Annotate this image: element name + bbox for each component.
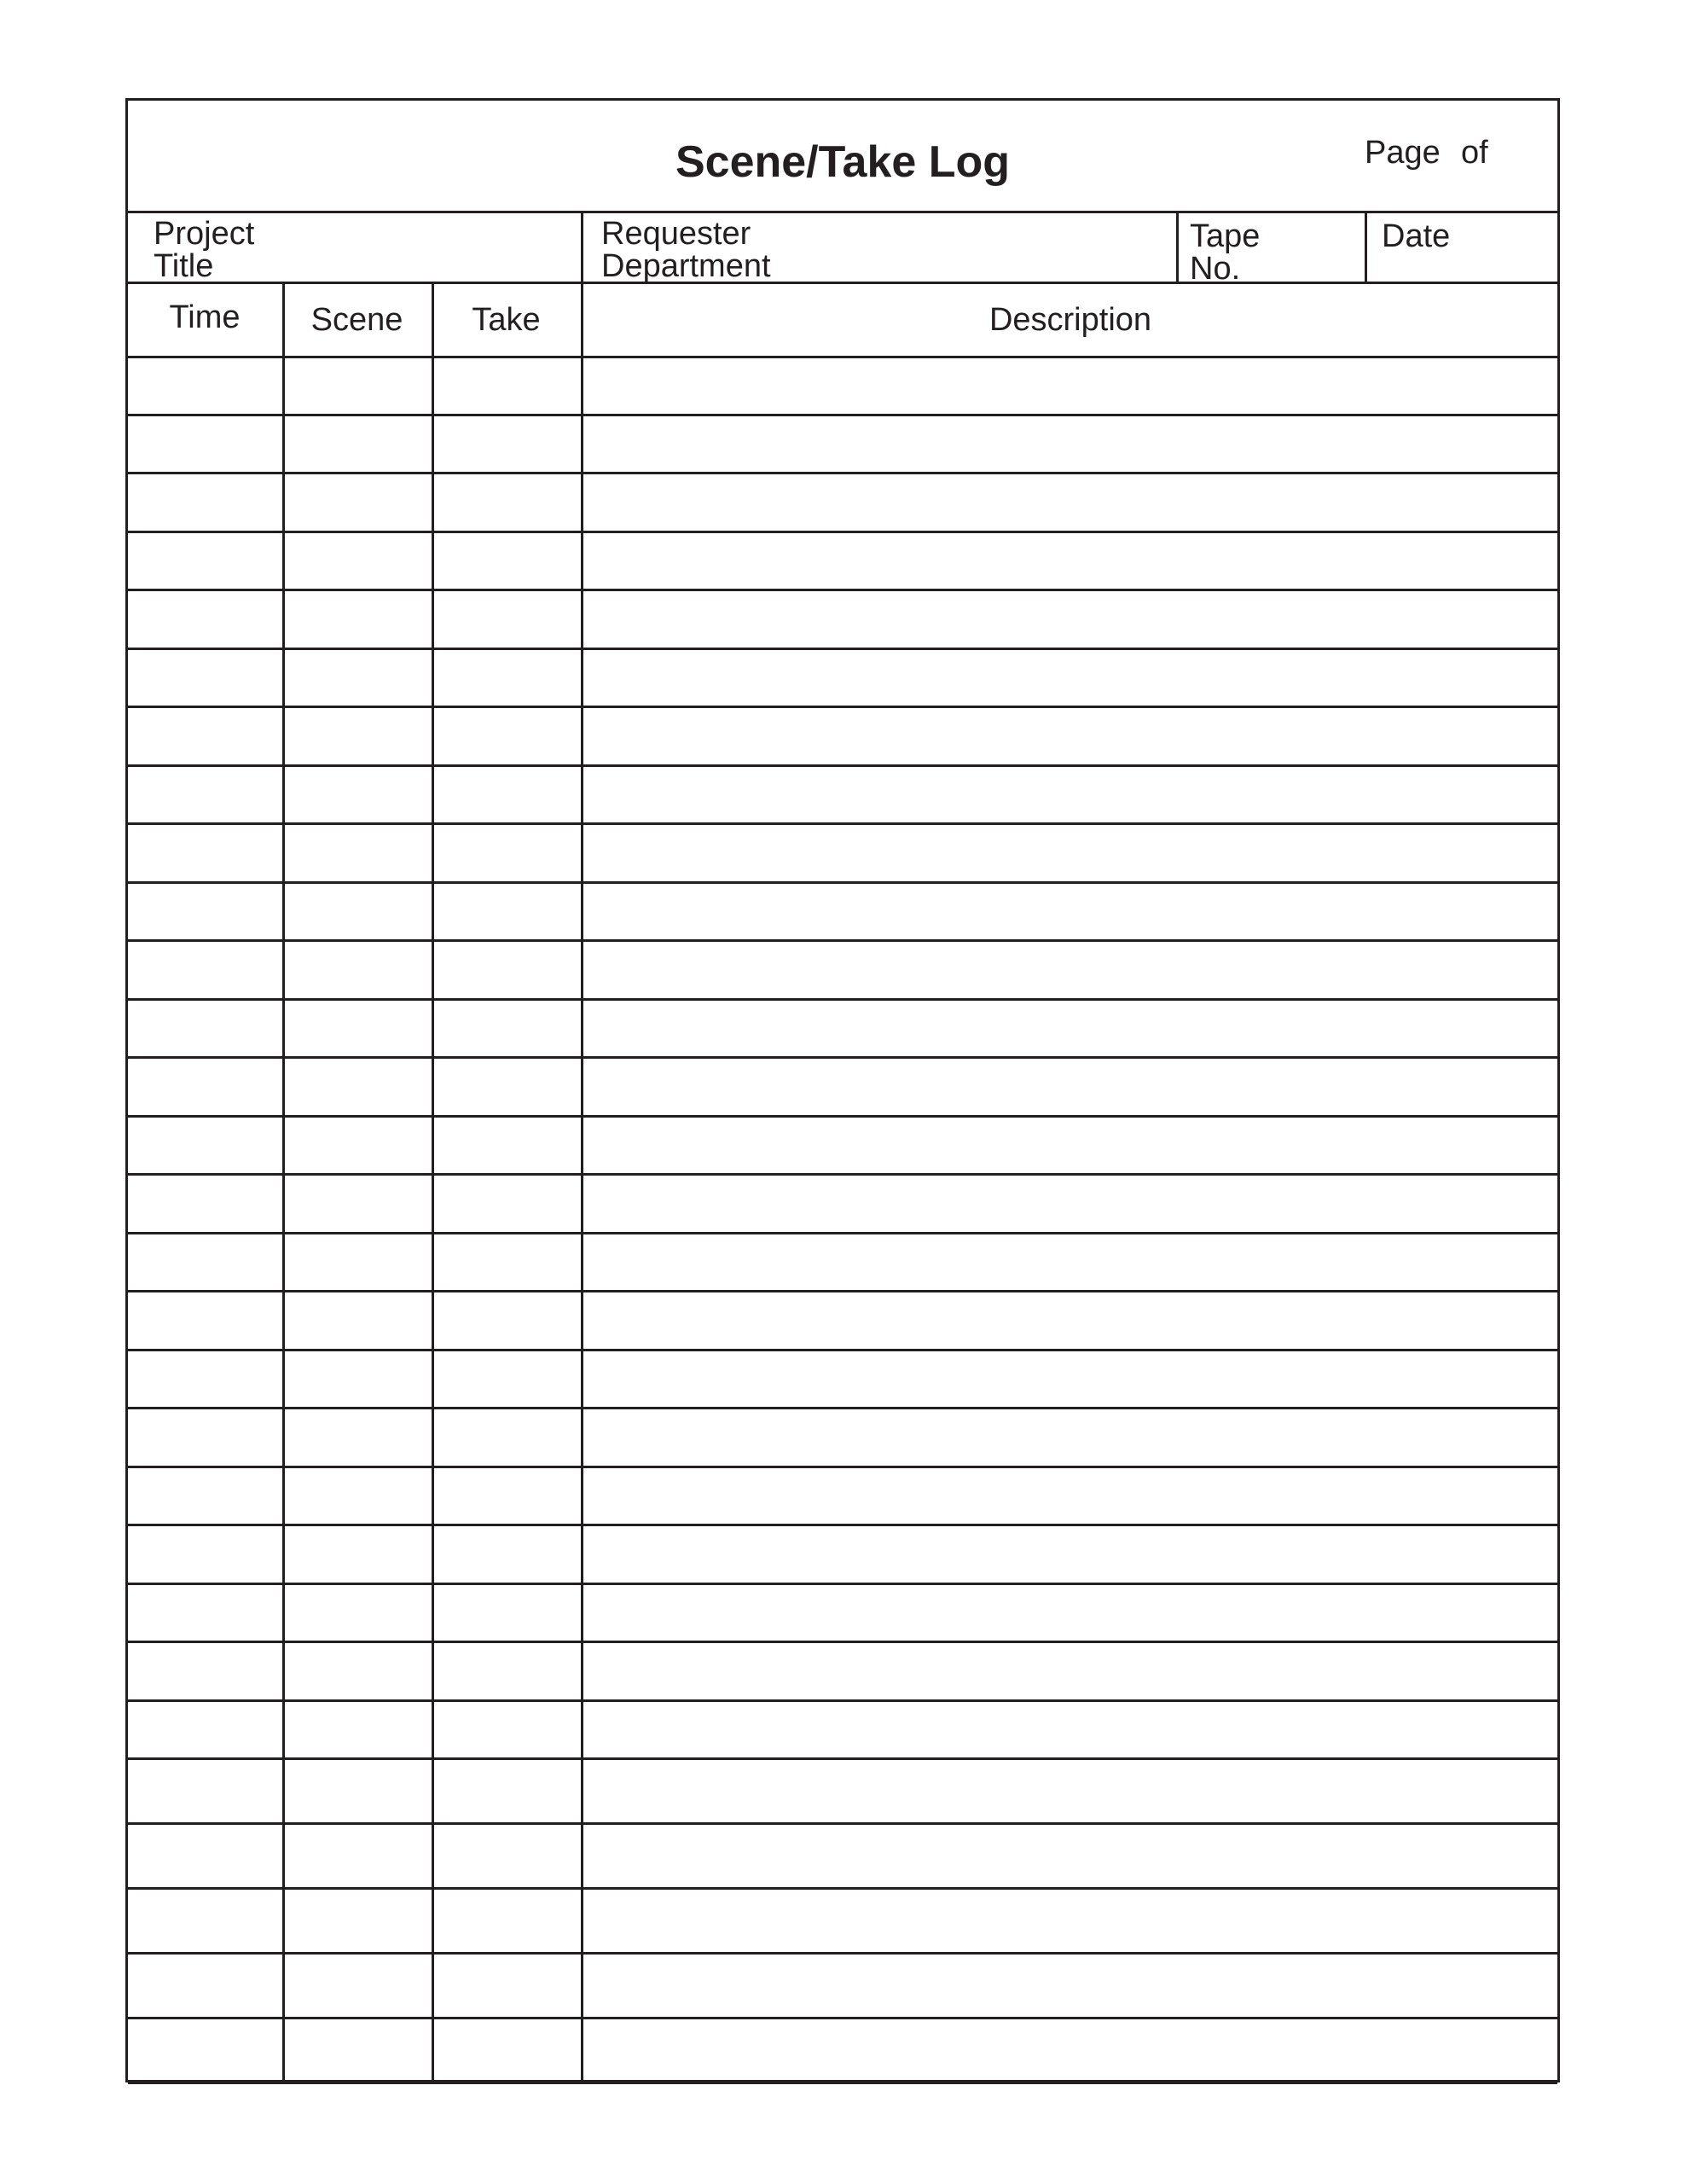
project-title-label-line2: Title	[154, 248, 214, 284]
time-cell[interactable]	[128, 1953, 282, 2018]
scene-cell[interactable]	[282, 1758, 432, 1823]
time-cell[interactable]	[128, 1174, 282, 1233]
table-row	[128, 706, 1557, 765]
info-divider-3	[1365, 211, 1367, 283]
table-row	[128, 1525, 1557, 1583]
table-row	[128, 1467, 1557, 1525]
take-cell[interactable]	[432, 940, 581, 999]
take-cell[interactable]	[432, 1408, 581, 1467]
table-row	[128, 1641, 1557, 1700]
table-row	[128, 1583, 1557, 1642]
description-cell[interactable]	[581, 1233, 1560, 1292]
column-header-scene: Scene	[310, 302, 403, 338]
of-label: of	[1461, 135, 1488, 171]
requester-department-field[interactable]	[601, 218, 771, 282]
description-cell[interactable]	[581, 765, 1560, 824]
description-cell[interactable]	[581, 999, 1560, 1058]
description-cell[interactable]	[581, 940, 1560, 999]
take-cell[interactable]	[432, 1057, 581, 1116]
scene-cell[interactable]	[282, 823, 432, 882]
time-cell[interactable]	[128, 1291, 282, 1350]
take-cell[interactable]	[432, 356, 581, 415]
department-label-line2: Department	[601, 248, 771, 284]
take-cell[interactable]	[432, 1350, 581, 1409]
time-cell[interactable]	[128, 648, 282, 707]
scene-cell[interactable]	[282, 1888, 432, 1953]
table-row	[128, 823, 1557, 882]
description-cell[interactable]	[581, 1116, 1560, 1175]
time-cell[interactable]	[128, 2018, 282, 2082]
take-cell[interactable]	[432, 1233, 581, 1292]
scene-cell[interactable]	[282, 765, 432, 824]
time-cell[interactable]	[128, 1700, 282, 1759]
take-cell[interactable]	[432, 882, 581, 941]
time-cell[interactable]	[128, 2082, 282, 2147]
scene-cell[interactable]	[282, 1525, 432, 1583]
time-cell[interactable]	[128, 1467, 282, 1525]
time-cell[interactable]	[128, 1888, 282, 1953]
description-cell[interactable]	[581, 2018, 1560, 2082]
scene-cell[interactable]	[282, 940, 432, 999]
take-cell[interactable]	[432, 1823, 581, 1888]
scene-cell[interactable]	[282, 1057, 432, 1116]
table-row	[128, 356, 1557, 415]
table-row	[128, 2018, 1557, 2082]
table-row	[128, 1233, 1557, 1292]
time-cell[interactable]	[128, 940, 282, 999]
description-cell[interactable]	[581, 1758, 1560, 1823]
time-cell[interactable]	[128, 1408, 282, 1467]
column-header-time: Time	[169, 299, 241, 335]
time-cell[interactable]	[128, 999, 282, 1058]
table-row	[128, 1953, 1557, 2018]
scene-cell[interactable]	[282, 1408, 432, 1467]
scene-cell[interactable]	[282, 1823, 432, 1888]
take-cell[interactable]	[432, 1291, 581, 1350]
description-cell[interactable]	[581, 1525, 1560, 1583]
scene-cell[interactable]	[282, 2082, 432, 2147]
description-cell[interactable]	[581, 1583, 1560, 1642]
scene-cell[interactable]	[282, 1700, 432, 1759]
project-title-label-line1: Project	[154, 216, 255, 252]
description-cell[interactable]	[581, 415, 1560, 473]
description-cell[interactable]	[581, 1641, 1560, 1700]
scene-cell[interactable]	[282, 1467, 432, 1525]
take-cell[interactable]	[432, 1700, 581, 1759]
description-cell[interactable]	[581, 1700, 1560, 1759]
time-cell[interactable]	[128, 1350, 282, 1409]
table-row	[128, 473, 1557, 531]
take-cell[interactable]	[432, 1583, 581, 1642]
take-cell[interactable]	[432, 1953, 581, 2018]
tape-label-line1: Tape	[1190, 218, 1261, 254]
take-cell[interactable]	[432, 823, 581, 882]
time-cell[interactable]	[128, 1233, 282, 1292]
requester-label-line1: Requester	[601, 216, 751, 252]
table-row	[128, 1291, 1557, 1350]
table-row	[128, 1823, 1557, 1888]
info-divider-2	[1176, 211, 1179, 283]
description-cell[interactable]	[581, 356, 1560, 415]
scene-cell[interactable]	[282, 531, 432, 590]
time-cell[interactable]	[128, 1116, 282, 1175]
scene-cell[interactable]	[282, 1174, 432, 1233]
scene-take-log-form	[125, 98, 1560, 2082]
time-cell[interactable]	[128, 1525, 282, 1583]
description-cell[interactable]	[581, 2082, 1560, 2147]
time-cell[interactable]	[128, 765, 282, 824]
scene-cell[interactable]	[282, 1291, 432, 1350]
take-cell[interactable]	[432, 1116, 581, 1175]
time-cell[interactable]	[128, 1641, 282, 1700]
description-cell[interactable]	[581, 706, 1560, 765]
scene-cell[interactable]	[282, 590, 432, 648]
scene-cell[interactable]	[282, 1350, 432, 1409]
time-cell[interactable]	[128, 531, 282, 590]
time-cell[interactable]	[128, 1583, 282, 1642]
description-cell[interactable]	[581, 590, 1560, 648]
scene-cell[interactable]	[282, 1233, 432, 1292]
time-cell[interactable]	[128, 1758, 282, 1823]
table-row	[128, 940, 1557, 999]
take-cell[interactable]	[432, 1641, 581, 1700]
table-row	[128, 1408, 1557, 1467]
time-cell[interactable]	[128, 823, 282, 882]
time-cell[interactable]	[128, 473, 282, 531]
table-row	[128, 1888, 1557, 1953]
table-row	[128, 531, 1557, 590]
time-cell[interactable]	[128, 356, 282, 415]
take-cell[interactable]	[432, 1525, 581, 1583]
take-cell[interactable]	[432, 1758, 581, 1823]
table-row	[128, 415, 1557, 473]
table-row	[128, 1116, 1557, 1175]
table-row	[128, 1758, 1557, 1823]
table-row	[128, 1057, 1557, 1116]
scene-cell[interactable]	[282, 1116, 432, 1175]
take-cell[interactable]	[432, 473, 581, 531]
project-title-field[interactable]	[154, 218, 254, 282]
description-cell[interactable]	[581, 1408, 1560, 1467]
scene-cell[interactable]	[282, 415, 432, 473]
description-cell[interactable]	[581, 823, 1560, 882]
scene-cell[interactable]	[282, 706, 432, 765]
form-title: Scene/Take Log	[675, 137, 1011, 187]
table-row	[128, 1350, 1557, 1409]
time-cell[interactable]	[128, 882, 282, 941]
table-row	[128, 999, 1557, 1058]
table-row	[128, 590, 1557, 648]
take-cell[interactable]	[432, 531, 581, 590]
description-cell[interactable]	[581, 882, 1560, 941]
description-cell[interactable]	[581, 1953, 1560, 2018]
take-cell[interactable]	[432, 648, 581, 707]
scene-cell[interactable]	[282, 999, 432, 1058]
table-row	[128, 1700, 1557, 1759]
take-cell[interactable]	[432, 1467, 581, 1525]
take-cell[interactable]	[432, 2018, 581, 2082]
time-cell[interactable]	[128, 706, 282, 765]
page-label: Page	[1365, 135, 1441, 171]
scene-cell[interactable]	[282, 1641, 432, 1700]
description-cell[interactable]	[581, 1888, 1560, 1953]
take-cell[interactable]	[432, 590, 581, 648]
time-cell[interactable]	[128, 590, 282, 648]
info-divider-bottom	[128, 282, 1557, 284]
info-divider-1	[581, 211, 583, 283]
take-cell[interactable]	[432, 415, 581, 473]
take-cell[interactable]	[432, 1174, 581, 1233]
scene-cell[interactable]	[282, 1583, 432, 1642]
description-cell[interactable]	[581, 473, 1560, 531]
description-cell[interactable]	[581, 648, 1560, 707]
tape-no-field[interactable]	[1190, 220, 1260, 285]
table-row	[128, 765, 1557, 824]
scene-cell[interactable]	[282, 648, 432, 707]
description-cell[interactable]	[581, 1823, 1560, 1888]
table-row	[128, 882, 1557, 941]
take-cell[interactable]	[432, 999, 581, 1058]
table-row	[128, 1174, 1557, 1233]
description-cell[interactable]	[581, 531, 1560, 590]
time-cell[interactable]	[128, 1057, 282, 1116]
description-cell[interactable]	[581, 1291, 1560, 1350]
scene-cell[interactable]	[282, 2018, 432, 2082]
take-cell[interactable]	[432, 765, 581, 824]
take-cell[interactable]	[432, 1888, 581, 1953]
description-cell[interactable]	[581, 1467, 1560, 1525]
scene-cell[interactable]	[282, 356, 432, 415]
time-cell[interactable]	[128, 1823, 282, 1888]
no-label-line2: No.	[1190, 251, 1241, 287]
time-cell[interactable]	[128, 415, 282, 473]
take-cell[interactable]	[432, 706, 581, 765]
table-row	[128, 2082, 1557, 2147]
description-cell[interactable]	[581, 1350, 1560, 1409]
scene-cell[interactable]	[282, 1953, 432, 2018]
column-header-description: Description	[988, 302, 1152, 338]
scene-cell[interactable]	[282, 473, 432, 531]
description-cell[interactable]	[581, 1057, 1560, 1116]
date-field[interactable]: Date	[1382, 218, 1451, 254]
table-row	[128, 648, 1557, 707]
description-cell[interactable]	[581, 1174, 1560, 1233]
column-header-take: Take	[472, 302, 541, 338]
scene-cell[interactable]	[282, 882, 432, 941]
title-divider	[128, 211, 1557, 213]
take-cell[interactable]	[432, 2082, 581, 2147]
